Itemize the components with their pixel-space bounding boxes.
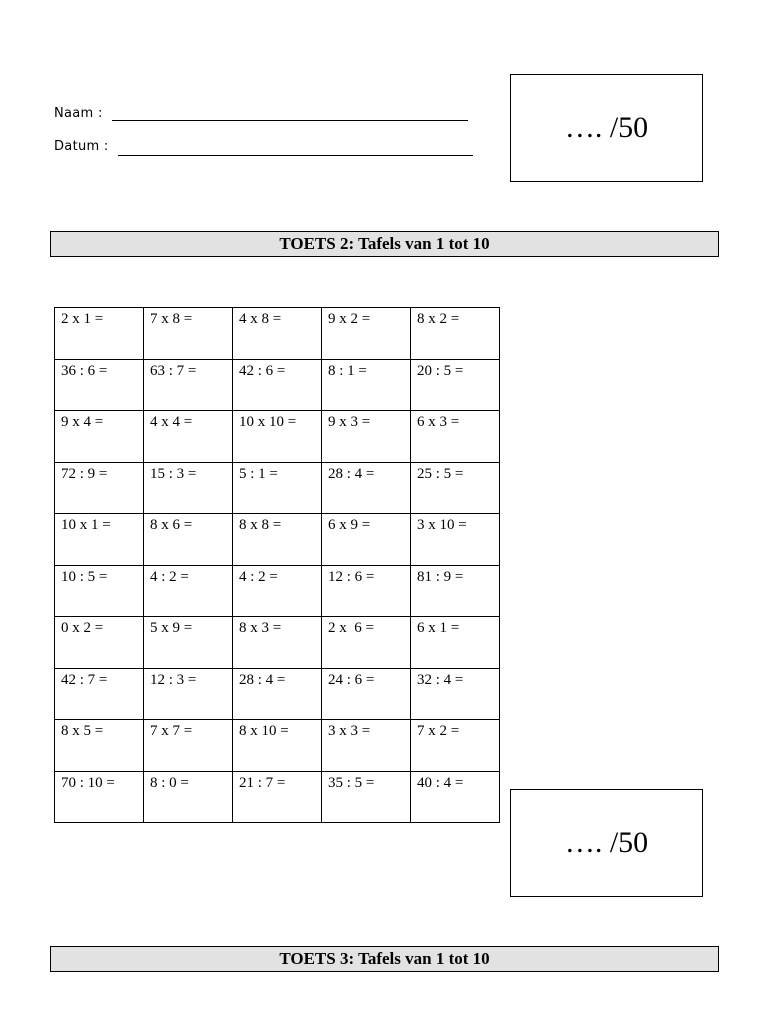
exercise-cell[interactable]	[144, 514, 233, 566]
exercise-cell[interactable]	[411, 565, 500, 617]
table-row	[55, 771, 500, 823]
exercise-text: 21 : 7 =	[239, 774, 286, 791]
exercise-cell[interactable]	[322, 514, 411, 566]
exercise-text: 81 : 9 =	[417, 568, 464, 585]
exercise-cell[interactable]	[55, 411, 144, 463]
exercise-text: 63 : 7 =	[150, 362, 197, 379]
name-label: Naam :	[54, 106, 103, 121]
exercise-text: 6 x 9 =	[328, 517, 371, 533]
table-row	[55, 565, 500, 617]
exercise-cell[interactable]	[233, 308, 322, 360]
exercise-cell[interactable]	[411, 514, 500, 566]
table-row	[55, 359, 500, 411]
table-row	[55, 617, 500, 669]
exercise-cell[interactable]	[233, 359, 322, 411]
exercise-cell[interactable]	[144, 308, 233, 360]
exercise-cell[interactable]	[322, 359, 411, 411]
exercise-cell[interactable]	[322, 411, 411, 463]
exercise-cell[interactable]	[233, 462, 322, 514]
exercise-text: 4 x 8 =	[239, 311, 282, 327]
table-row	[55, 462, 500, 514]
exercise-cell[interactable]	[55, 462, 144, 514]
exercise-cell[interactable]	[411, 720, 500, 772]
exercise-cell[interactable]	[233, 411, 322, 463]
exercise-text: 72 : 9 =	[61, 465, 108, 482]
exercise-cell[interactable]	[411, 411, 500, 463]
exercise-text: 9 x 4 =	[61, 414, 104, 430]
exercise-text: 35 : 5 =	[328, 774, 375, 791]
exercise-cell[interactable]	[411, 617, 500, 669]
score-box-top	[510, 74, 703, 182]
exercise-text: 15 : 3 =	[150, 465, 197, 482]
toets2-title: TOETS 2: Tafels van 1 tot 10	[50, 231, 719, 257]
table-row	[55, 308, 500, 360]
exercise-text: 8 x 3 =	[239, 620, 282, 636]
exercise-text: 40 : 4 =	[417, 774, 464, 791]
exercise-text: 42 : 6 =	[239, 362, 286, 379]
exercise-text: 4 x 4 =	[150, 414, 193, 430]
exercise-cell[interactable]	[144, 565, 233, 617]
exercise-text: 4 : 2 =	[150, 568, 189, 585]
exercise-text: 12 : 6 =	[328, 568, 375, 585]
exercise-text: 4 : 2 =	[239, 568, 278, 585]
exercise-cell[interactable]	[322, 308, 411, 360]
exercise-cell[interactable]	[55, 359, 144, 411]
exercise-text: 8 x 5 =	[61, 723, 104, 739]
exercise-grid	[54, 307, 500, 823]
exercise-cell[interactable]	[144, 720, 233, 772]
exercise-text: 8 x 8 =	[239, 517, 282, 533]
exercise-cell[interactable]	[55, 668, 144, 720]
exercise-cell[interactable]	[144, 359, 233, 411]
exercise-text: 12 : 3 =	[150, 671, 197, 688]
table-row	[55, 720, 500, 772]
exercise-text: 8 : 0 =	[150, 774, 189, 791]
exercise-text: 25 : 5 =	[417, 465, 464, 482]
exercise-cell[interactable]	[55, 617, 144, 669]
exercise-cell[interactable]	[322, 462, 411, 514]
exercise-text: 2 x 6 =	[328, 620, 374, 636]
exercise-text: 9 x 2 =	[328, 311, 371, 327]
exercise-text: 20 : 5 =	[417, 362, 464, 379]
exercise-cell[interactable]	[233, 668, 322, 720]
exercise-text: 10 x 10 =	[239, 414, 297, 430]
exercise-cell[interactable]	[411, 771, 500, 823]
exercise-cell[interactable]	[233, 720, 322, 772]
exercise-cell[interactable]	[411, 668, 500, 720]
exercise-cell[interactable]	[144, 668, 233, 720]
exercise-text: 28 : 4 =	[328, 465, 375, 482]
exercise-text: 2 x 1 =	[61, 311, 104, 327]
exercise-text: 36 : 6 =	[61, 362, 108, 379]
table-row	[55, 411, 500, 463]
exercise-text: 8 : 1 =	[328, 362, 367, 379]
table-row	[55, 514, 500, 566]
exercise-text: 7 x 7 =	[150, 723, 193, 739]
exercise-cell[interactable]	[322, 720, 411, 772]
exercise-text: 9 x 3 =	[328, 414, 371, 430]
exercise-cell[interactable]	[233, 565, 322, 617]
exercise-text: 42 : 7 =	[61, 671, 108, 688]
exercise-text: 32 : 4 =	[417, 671, 464, 688]
exercise-cell[interactable]	[55, 565, 144, 617]
exercise-cell[interactable]	[55, 771, 144, 823]
score-box-bottom	[510, 789, 703, 897]
exercise-text: 8 x 6 =	[150, 517, 193, 533]
exercise-text: 6 x 3 =	[417, 414, 460, 430]
name-field[interactable]	[112, 120, 468, 121]
exercise-cell[interactable]	[411, 462, 500, 514]
exercise-text: 8 x 2 =	[417, 311, 460, 327]
exercise-text: 7 x 8 =	[150, 311, 193, 327]
table-row	[55, 668, 500, 720]
exercise-cell[interactable]	[233, 771, 322, 823]
exercise-text: 6 x 1 =	[417, 620, 460, 636]
exercise-cell[interactable]	[144, 771, 233, 823]
exercise-cell[interactable]	[322, 771, 411, 823]
exercise-cell[interactable]	[55, 308, 144, 360]
exercise-cell[interactable]	[322, 617, 411, 669]
exercise-cell[interactable]	[411, 308, 500, 360]
exercise-text: 70 : 10 =	[61, 774, 115, 791]
exercise-text: 5 x 9 =	[150, 620, 193, 636]
exercise-cell[interactable]	[55, 720, 144, 772]
exercise-cell[interactable]	[144, 617, 233, 669]
exercise-text: 10 x 1 =	[61, 517, 111, 533]
score-text-top: …. /50	[564, 111, 649, 144]
exercise-text: 0 x 2 =	[61, 620, 104, 636]
exercise-cell[interactable]	[144, 462, 233, 514]
exercise-text: 24 : 6 =	[328, 671, 375, 688]
exercise-text: 3 x 3 =	[328, 723, 371, 739]
exercise-text: 10 : 5 =	[61, 568, 108, 585]
exercise-cell[interactable]	[322, 668, 411, 720]
exercise-cell[interactable]	[55, 514, 144, 566]
exercise-text: 7 x 2 =	[417, 723, 460, 739]
exercise-cell[interactable]	[411, 359, 500, 411]
exercise-text: 8 x 10 =	[239, 723, 289, 739]
toets3-title: TOETS 3: Tafels van 1 tot 10	[50, 946, 719, 972]
exercise-cell[interactable]	[144, 411, 233, 463]
date-field[interactable]	[118, 155, 473, 156]
score-text-bottom: …. /50	[564, 826, 649, 859]
exercise-text: 5 : 1 =	[239, 465, 278, 482]
exercise-cell[interactable]	[233, 514, 322, 566]
exercise-text: 28 : 4 =	[239, 671, 286, 688]
date-label: Datum :	[54, 139, 109, 154]
exercise-text: 3 x 10 =	[417, 517, 467, 533]
exercise-cell[interactable]	[233, 617, 322, 669]
exercise-cell[interactable]	[322, 565, 411, 617]
